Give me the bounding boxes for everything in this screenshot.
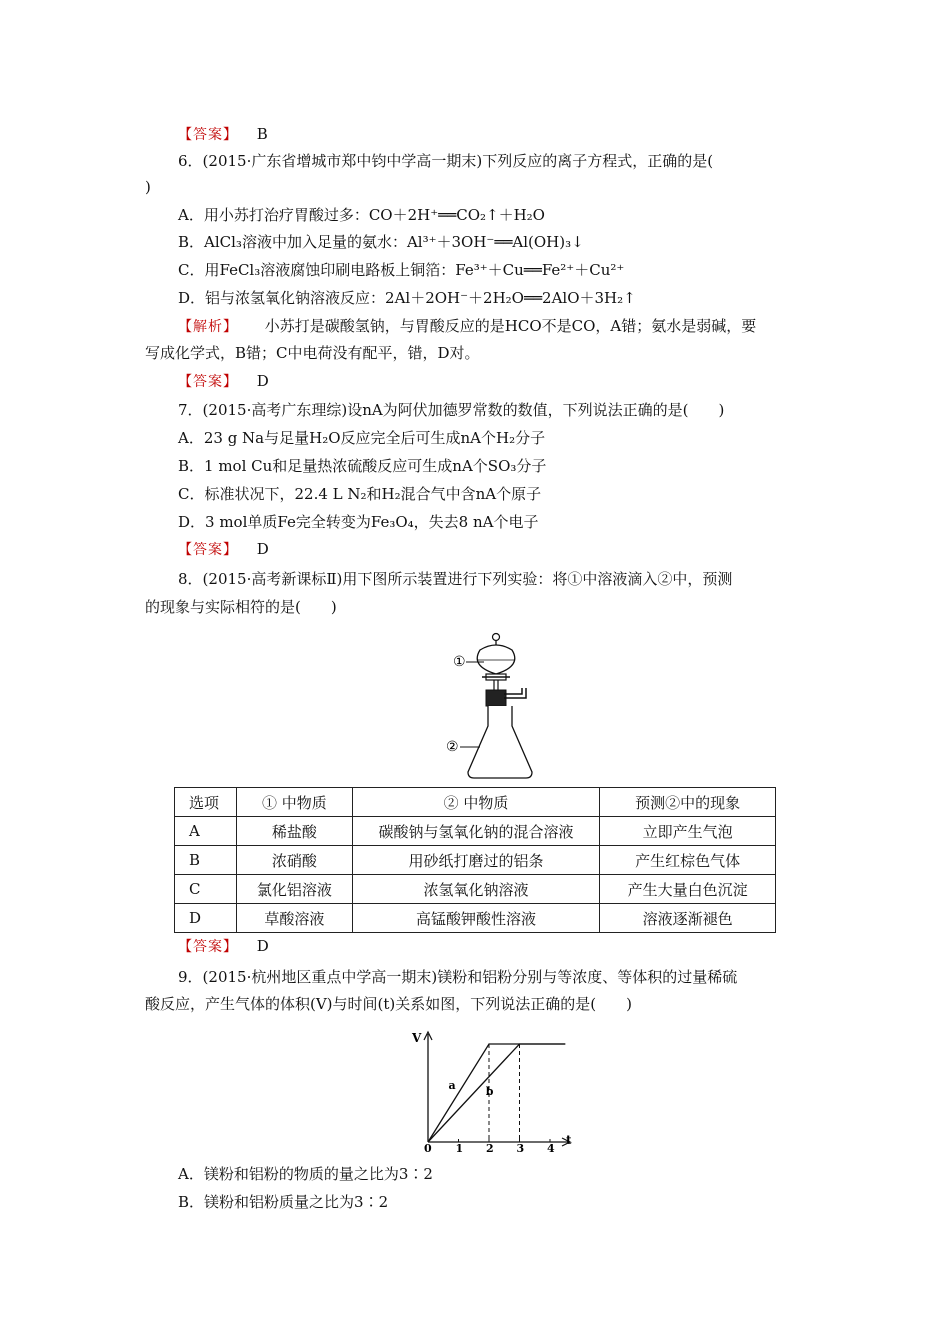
answer-value: D: [256, 540, 269, 558]
q6-option-c: C．用FeCl₃溶液腐蚀印刷电路板上铜箔：Fe³⁺＋Cu══Fe²⁺＋Cu²⁺: [178, 261, 625, 279]
table-cell: B: [175, 846, 237, 875]
q6-stem-cont: ): [145, 178, 151, 196]
answer-value: B: [256, 125, 268, 143]
x-tick-label: 3: [516, 1142, 525, 1154]
q7-answer-line: [178, 539, 269, 560]
answer-value: D: [256, 937, 269, 955]
table-cell: 立即产生气泡: [600, 817, 776, 846]
x-tick-label: 0: [424, 1142, 432, 1154]
q7-stem: 7．(2015·高考广东理综)设nA为阿伏加德罗常数的数值，下列说法正确的是( ): [178, 401, 725, 419]
table-cell: 高锰酸钾酸性溶液: [352, 904, 600, 933]
table-header-row: [175, 788, 776, 817]
series-line-b: [428, 1044, 565, 1142]
table-cell: 草酸溶液: [236, 904, 352, 933]
analysis-tag: 【解析】: [178, 319, 238, 335]
q8-options-table: [174, 787, 776, 933]
q6-option-d: D．铝与浓氢氧化钠溶液反应：2Al＋2OH⁻＋2H₂O══2AlO＋3H₂↑: [178, 289, 636, 307]
side-tube: [504, 688, 522, 694]
answer-tag: 【答案】: [178, 127, 238, 143]
table-cell: 产生红棕色气体: [600, 846, 776, 875]
table-cell: 碳酸钠与氢氧化钠的混合溶液: [352, 817, 600, 846]
q7-option-b: B．1 mol Cu和足量热浓硫酸反应可生成nA个SO₃分子: [178, 457, 547, 475]
table-header-cell: ② 中物质: [352, 788, 600, 817]
table-header-cell: ① 中物质: [236, 788, 352, 817]
table-row: [175, 817, 776, 846]
table-header-cell: 选项: [175, 788, 237, 817]
table-cell: D: [175, 904, 237, 933]
q7-option-a: A．23 g Na与足量H₂O反应完全后可生成nA个H₂分子: [178, 429, 546, 447]
q6-stem: 6．(2015·广东省增城市郑中钧中学高一期末)下列反应的离子方程式，正确的是(: [178, 152, 714, 170]
q6-analysis-line1: [178, 316, 756, 337]
q9-stem-line2: 酸反应，产生气体的体积(V)与时间(t)关系如图，下列说法正确的是( ): [145, 995, 632, 1013]
label-2: ②: [446, 739, 459, 755]
x-tick-label: 4: [547, 1142, 555, 1154]
series-label-b: b: [485, 1085, 494, 1098]
answer-tag: 【答案】: [178, 939, 238, 955]
x-axis-label: t: [566, 1133, 572, 1147]
rubber-stopper: [486, 690, 506, 706]
label-1: ①: [453, 654, 466, 670]
q8-stem-line2: 的现象与实际相符的是( ): [145, 598, 337, 616]
volume-time-chart: [404, 1024, 584, 1154]
y-axis-label: V: [412, 1031, 422, 1045]
table-cell: 稀盐酸: [236, 817, 352, 846]
conical-flask: [468, 706, 532, 778]
q9-stem-line1: 9．(2015·杭州地区重点中学高一期末)镁粉和铝粉分别与等浓度、等体积的过量稀硫: [178, 968, 738, 986]
answer-tag: 【答案】: [178, 542, 238, 558]
series-label-a: a: [448, 1079, 456, 1092]
x-tick-label: 1: [455, 1142, 464, 1154]
apparatus-figure: [440, 628, 560, 780]
q6-option-a: A．用小苏打治疗胃酸过多：CO＋2H⁺══CO₂↑＋H₂O: [178, 206, 545, 224]
x-tick-label: 2: [486, 1142, 494, 1154]
table-cell: 产生大量白色沉淀: [600, 875, 776, 904]
table-cell: C: [175, 875, 237, 904]
table-cell: 浓氢氧化钠溶液: [352, 875, 600, 904]
table-cell: 用砂纸打磨过的铝条: [352, 846, 600, 875]
table-cell: A: [175, 817, 237, 846]
analysis-text: 小苏打是碳酸氢钠，与胃酸反应的是HCO不是CO，A错；氨水是弱碱，要: [264, 317, 757, 335]
q6-answer-line: [178, 371, 269, 392]
table-row: [175, 875, 776, 904]
table-row: [175, 846, 776, 875]
table-cell: 氯化铝溶液: [236, 875, 352, 904]
q8-stem-line1: 8．(2015·高考新课标Ⅱ)用下图所示装置进行下列实验：将①中溶液滴入②中，预测: [178, 570, 733, 588]
table-cell: 溶液逐渐褪色: [600, 904, 776, 933]
separatory-funnel-bulb: [477, 645, 515, 674]
table-row: [175, 904, 776, 933]
q7-option-d: D．3 mol单质Fe完全转变为Fe₃O₄，失去8 nA个电子: [178, 513, 539, 531]
q6-option-b: B．AlCl₃溶液中加入足量的氨水：Al³⁺＋3OH⁻══Al(OH)₃↓: [178, 233, 584, 251]
q6-analysis-line2: 写成化学式，B错；C中电荷没有配平，错，D对。: [145, 344, 480, 362]
q9-option-a: A．镁粉和铝粉的物质的量之比为3∶2: [178, 1165, 433, 1183]
table-cell: 浓硝酸: [236, 846, 352, 875]
funnel-stopper: [493, 634, 500, 641]
q7-option-c: C．标准状况下，22.4 L N₂和H₂混合气中含nA个原子: [178, 485, 542, 503]
series-line-a: [428, 1044, 565, 1142]
q5-answer-line: [178, 124, 268, 145]
q9-option-b: B．镁粉和铝粉质量之比为3∶2: [178, 1193, 389, 1211]
table-header-cell: 预测②中的现象: [600, 788, 776, 817]
answer-tag: 【答案】: [178, 374, 238, 390]
answer-value: D: [256, 372, 269, 390]
q8-answer-line: [178, 936, 269, 957]
